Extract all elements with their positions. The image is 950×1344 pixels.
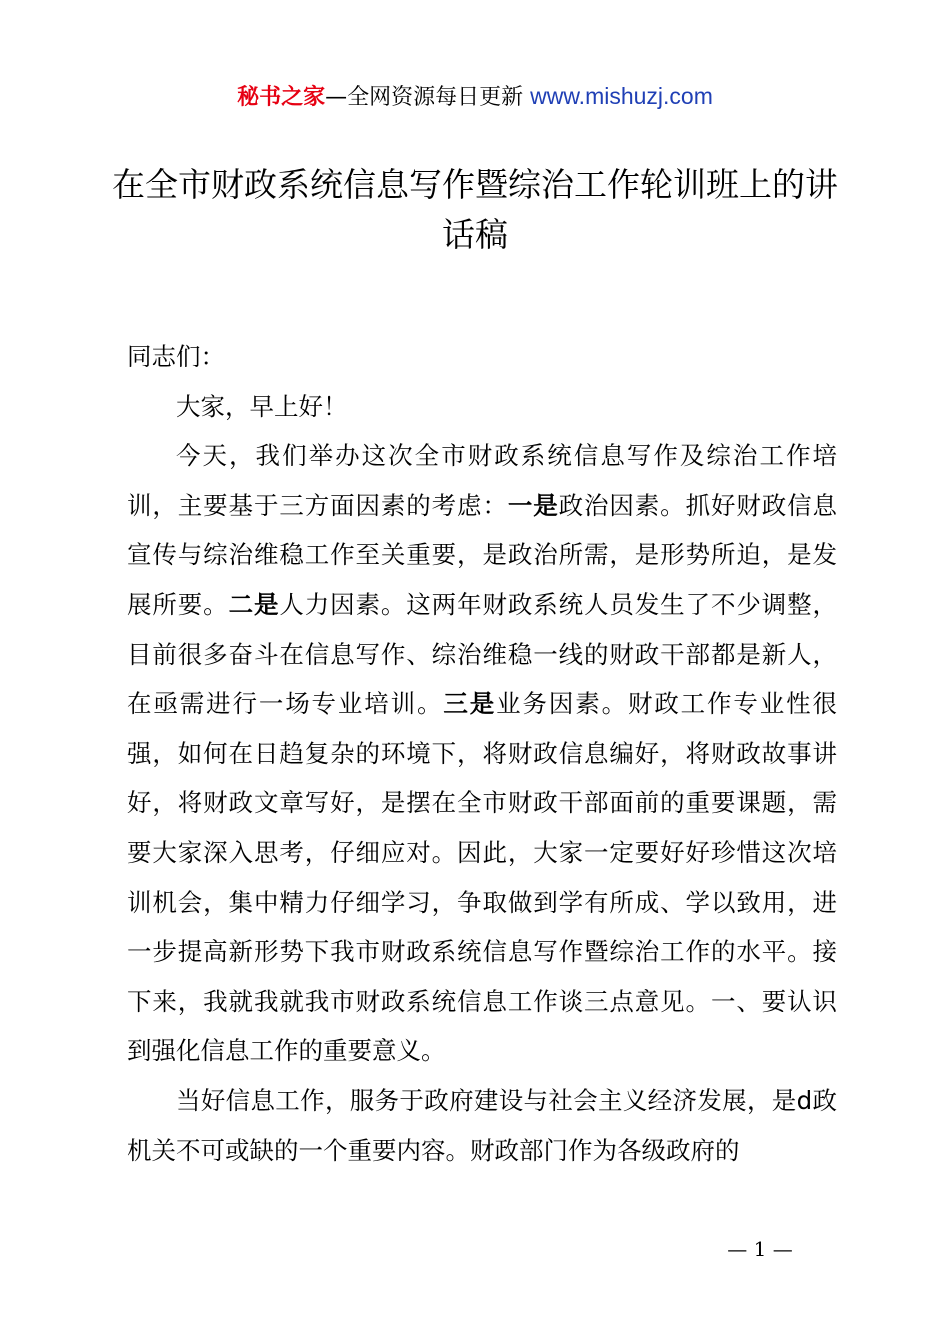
header-tagline: —全网资源每日更新 bbox=[325, 85, 531, 110]
emphasis-second: 二是 bbox=[228, 589, 280, 619]
document-title: 在全市财政系统信息写作暨综治工作轮训班上的讲话稿 bbox=[112, 165, 838, 254]
paragraph-1-text-2: 政治因素。抓好财政信息宣传与综治维稳工作至关重要，是政治所需，是形势所迫，是发展所要。 bbox=[127, 490, 838, 619]
paragraph-1-text-1: 今天，我们举办这次全市财政系统信息写作及综治工作培训，主要基于三方面因素的考虑： bbox=[127, 441, 837, 520]
site-header bbox=[0, 80, 950, 114]
brand-name: 秘书之家 bbox=[237, 85, 326, 110]
emphasis-third: 三是 bbox=[443, 689, 497, 719]
salutation: 同志们： bbox=[127, 342, 225, 371]
paragraph-1-text-4: 业务因素。财政工作专业性很强，如何在日趋复杂的环境下，将财政信息编好，将财政故事讲好，将财政文章写好，是摆在全市财政干部面前的重要课题，需要大家深入思考，仔细应对。因此，大家一定要好好珍惜这次培训机会，集中精力仔细学习，争取做到学有所成、学以致用，进一步提高新形势下我市财政系统信息写作暨综治工作的水平。接下来，我就我就我市财政系统信息工作谈三点意见。一、要认识到强化信息工作的重要意义。 bbox=[127, 689, 838, 1066]
document-body bbox=[127, 332, 837, 1175]
emphasis-first: 一是 bbox=[507, 490, 559, 520]
paragraph-1-text-3: 人力因素。这两年财政系统人员发生了不少调整，目前很多奋斗在信息写作、综治维稳一线的财政干部都是新人，在亟需进行一场专业培训。 bbox=[127, 589, 838, 719]
greeting: 大家，早上好！ bbox=[176, 391, 348, 421]
page-number: — 1 — bbox=[727, 1237, 793, 1261]
paragraph-1 bbox=[127, 431, 837, 1076]
site-url-link[interactable]: www.mishuzj.com bbox=[530, 83, 713, 109]
paragraph-2: 当好信息工作，服务于政府建设与社会主义经济发展，是d政机关不可或缺的一个重要内容。财政部门作为各级政府的 bbox=[127, 1085, 837, 1165]
